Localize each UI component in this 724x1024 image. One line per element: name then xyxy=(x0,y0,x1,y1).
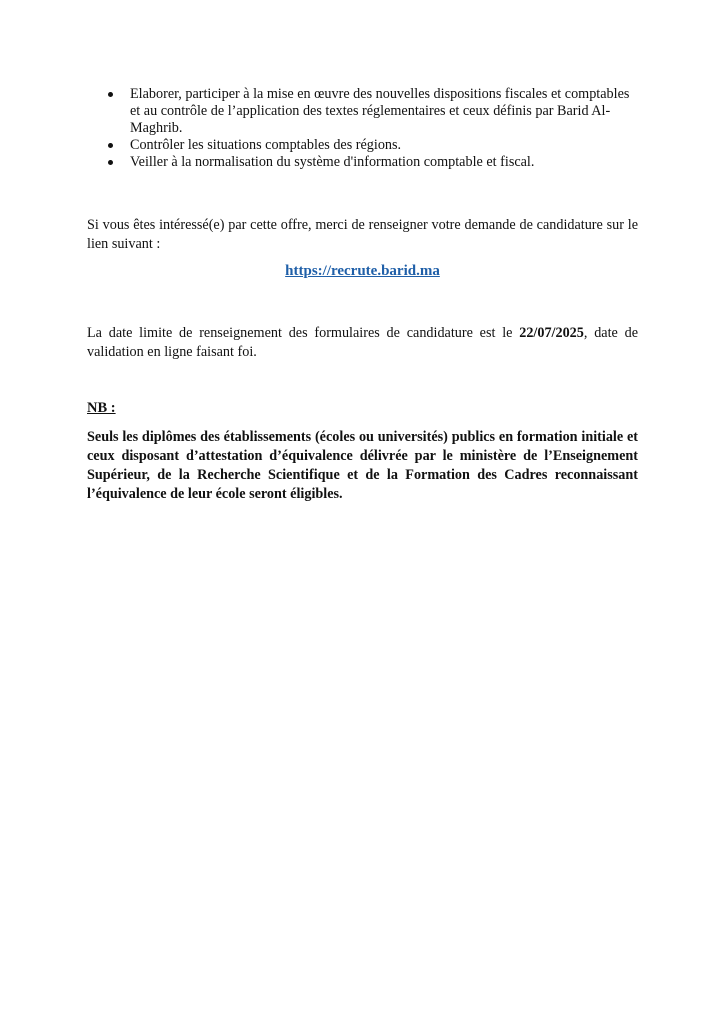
bullet-icon xyxy=(108,143,113,148)
deadline-paragraph xyxy=(87,324,638,362)
list-item xyxy=(87,154,642,171)
deadline-text-after: , date de validation en ligne faisant foi. xyxy=(87,325,638,360)
application-link-container xyxy=(87,263,638,280)
nb-heading: NB : xyxy=(87,400,116,416)
responsibilities-list xyxy=(87,86,642,171)
list-item xyxy=(87,86,642,137)
recruitment-link[interactable]: https://recrute.barid.ma xyxy=(285,263,440,279)
list-item-text: Elaborer, participer à la mise en œuvre des nouvelles dispositions fiscales et comptables et au contrôle de l’application des textes réglementaires et ceux définis par Barid Al-Maghrib. xyxy=(130,86,630,136)
nb-paragraph: Seuls les diplômes des établissements (écoles ou universités) publics en formation initiale et ceux disposant d’attestation d’équivalence délivrée par le ministère de l’Enseignement Supérieur, de la Recherche Scientifique et de la Formation des Cadres reconnaissant l’équivalence de leur école seront éligibles. xyxy=(87,429,638,502)
list-item-text: Veiller à la normalisation du système d'information comptable et fiscal. xyxy=(130,154,535,170)
bullet-icon xyxy=(108,160,113,165)
list-item xyxy=(87,137,642,154)
bullet-icon xyxy=(108,92,113,97)
list-item-text: Contrôler les situations comptables des régions. xyxy=(130,137,402,153)
deadline-text-before: La date limite de renseignement des formulaires de candidature est le xyxy=(87,325,520,341)
deadline-date: 22/07/2025 xyxy=(519,325,584,341)
application-paragraph: Si vous êtes intéressé(e) par cette offre, merci de renseigner votre demande de candidature sur le lien suivant : xyxy=(87,217,638,252)
